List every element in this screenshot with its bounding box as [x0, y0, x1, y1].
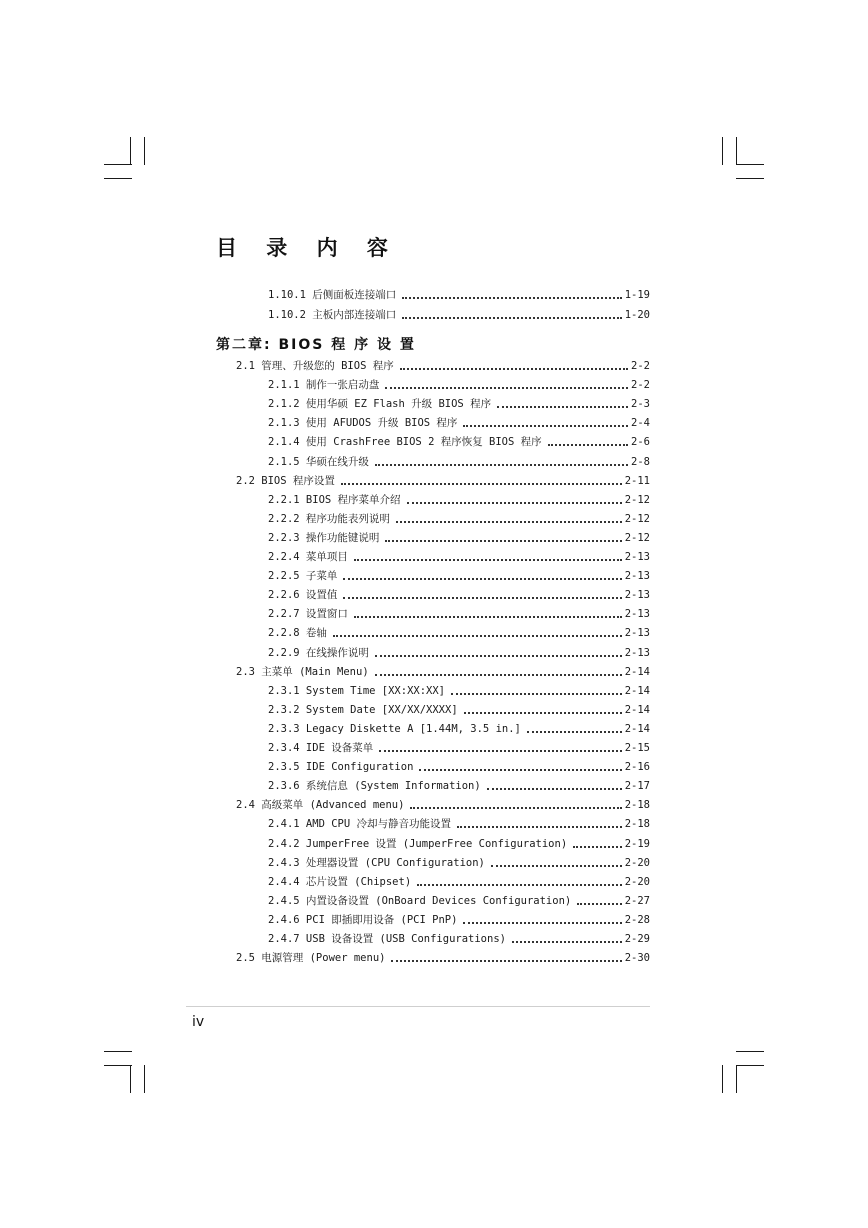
toc-entry	[268, 584, 650, 602]
toc-entry-title: 2.5 电源管理 (Power menu)	[236, 952, 386, 965]
toc-entry-title: 2.1.2 使用华硕 EZ Flash 升级 BIOS 程序	[268, 398, 492, 411]
toc-entry-page: 2-18	[624, 799, 650, 812]
dot-leader	[375, 464, 628, 466]
toc-entry	[268, 546, 650, 564]
toc-entry-page: 1-20	[624, 308, 650, 321]
dot-leader	[463, 425, 628, 427]
toc-entry-title: 2.3.3 Legacy Diskette A [1.44M, 3.5 in.]	[268, 722, 521, 735]
toc-entry	[268, 527, 650, 545]
dot-leader	[577, 903, 621, 905]
toc-entry-page: 2-17	[624, 780, 650, 793]
chapter-heading: 第二章: BIOS 程 序 设 置	[216, 337, 416, 353]
crop-mark	[130, 137, 131, 165]
dot-leader	[375, 655, 622, 657]
dot-leader	[391, 960, 621, 962]
toc-entry	[236, 661, 650, 679]
crop-mark	[722, 137, 723, 165]
toc-entry-title: 2.2.2 程序功能表列说明	[268, 512, 390, 525]
crop-mark	[144, 1065, 145, 1093]
toc-entry-page: 2-14	[624, 665, 650, 678]
toc-entry-title: 2.1.5 华硕在线升级	[268, 455, 369, 468]
crop-mark	[736, 178, 764, 179]
crop-mark	[736, 164, 764, 165]
toc-entry-page: 2-12	[624, 512, 650, 525]
toc-entry	[268, 718, 650, 736]
toc-entry-page: 2-29	[624, 933, 650, 945]
toc-entry	[268, 431, 650, 449]
dot-leader	[379, 750, 621, 752]
footer-rule	[186, 1006, 650, 1007]
toc-entry-page: 2-2	[631, 360, 650, 372]
dot-leader	[548, 444, 628, 446]
toc-entry	[268, 852, 650, 870]
toc-entry-title: 2.3.5 IDE Configuration	[268, 761, 414, 774]
toc-entry	[268, 699, 650, 717]
crop-mark	[130, 1065, 131, 1093]
crop-mark	[104, 1065, 132, 1066]
page-number: iv	[192, 1014, 205, 1030]
toc-entry-title: 2.3.1 System Time [XX:XX:XX]	[268, 684, 446, 697]
toc-entry-page: 2-14	[624, 684, 650, 697]
toc-entry-title: 2.3.2 System Date [XX/XX/XXXX]	[268, 703, 458, 716]
toc-entry-page: 2-8	[631, 455, 650, 468]
toc-entry-title: 2.2.3 操作功能键说明	[268, 531, 380, 544]
crop-mark	[104, 178, 132, 179]
toc-entry-page: 2-2	[631, 379, 650, 392]
toc-entry-title: 2.1 管理、升级您的 BIOS 程序	[236, 360, 394, 372]
toc-entry	[268, 565, 650, 583]
dot-leader	[463, 922, 621, 924]
toc-entry-title: 2.4.1 AMD CPU 冷却与静音功能设置	[268, 818, 452, 831]
toc-entry	[268, 775, 650, 793]
toc-entry-page: 2-28	[624, 913, 650, 926]
dot-leader	[400, 368, 628, 370]
crop-mark	[104, 164, 132, 165]
toc-entry	[268, 737, 650, 755]
toc-entry-title: 2.4.7 USB 设备设置 (USB Configurations)	[268, 933, 506, 945]
toc-entry	[268, 833, 650, 851]
toc-entry-title: 2.1.1 制作一张启动盘	[268, 379, 380, 392]
toc-entry	[268, 909, 650, 927]
toc-entry-title: 2.3 主菜单 (Main Menu)	[236, 665, 369, 678]
toc-entry-page: 2-6	[631, 436, 650, 449]
dot-leader	[573, 846, 622, 848]
toc-entry-title: 2.2.9 在线操作说明	[268, 646, 369, 659]
toc-entry-page: 2-13	[624, 627, 650, 640]
toc-entry-title: 2.1.4 使用 CrashFree BIOS 2 程序恢复 BIOS 程序	[268, 436, 542, 449]
toc-entry-page: 2-18	[624, 818, 650, 831]
toc-entry-title: 2.2.1 BIOS 程序菜单介绍	[268, 493, 401, 506]
toc-entry	[268, 489, 650, 507]
toc-entry-page: 2-20	[624, 875, 650, 888]
toc-entry-title: 2.2.8 卷轴	[268, 627, 327, 640]
toc-entry	[268, 813, 650, 831]
toc-entry	[268, 642, 650, 660]
toc-entry-title: 2.3.6 系统信息 (System Information)	[268, 780, 481, 793]
toc-entry-title: 2.4.3 处理器设置 (CPU Configuration)	[268, 856, 485, 869]
dot-leader	[512, 941, 622, 943]
crop-mark	[104, 1051, 132, 1052]
dot-leader	[419, 769, 621, 771]
toc-entry-title: 1.10.1 后侧面板连接端口	[268, 289, 397, 301]
toc-entry	[268, 890, 650, 908]
toc-entry-page: 2-13	[624, 589, 650, 602]
dot-leader	[354, 559, 622, 561]
toc-entry-page: 2-20	[624, 856, 650, 869]
dot-leader	[497, 406, 628, 408]
page-title: 目 录 内 容	[216, 236, 399, 260]
crop-mark	[736, 137, 737, 165]
dot-leader	[527, 731, 622, 733]
dot-leader	[417, 884, 622, 886]
toc-entry	[268, 393, 650, 411]
crop-mark	[722, 1065, 723, 1093]
toc-entry	[268, 508, 650, 526]
dot-leader	[333, 635, 622, 637]
toc-entry	[236, 470, 650, 488]
toc-entry-page: 2-13	[624, 608, 650, 621]
dot-leader	[343, 597, 621, 599]
toc-entry-page: 2-15	[624, 742, 650, 754]
toc-entry-title: 2.4.6 PCI 即插即用设备 (PCI PnP)	[268, 913, 458, 926]
dot-leader	[385, 540, 621, 542]
toc-entry-title: 2.4.5 内置设备设置 (OnBoard Devices Configuration)	[268, 894, 572, 907]
toc-entry-title: 2.2.4 菜单项目	[268, 551, 348, 563]
toc-entry-page: 2-27	[624, 894, 650, 907]
dot-leader	[375, 674, 622, 676]
toc-entry-page: 2-4	[631, 417, 650, 430]
toc-entry-title: 2.1.3 使用 AFUDOS 升级 BIOS 程序	[268, 417, 458, 430]
crop-mark	[736, 1065, 764, 1066]
crop-mark	[736, 1051, 764, 1052]
toc-entry-title: 2.3.4 IDE 设备菜单	[268, 742, 374, 754]
toc-entry-page: 2-13	[624, 646, 650, 659]
toc-entry-page: 1-19	[624, 289, 650, 301]
dot-leader	[402, 317, 621, 319]
dot-leader	[343, 578, 621, 580]
toc-entry	[268, 871, 650, 889]
toc-entry	[268, 304, 650, 322]
toc-entry-page: 2-12	[624, 531, 650, 544]
toc-entry-page: 2-30	[624, 952, 650, 965]
dot-leader	[407, 502, 622, 504]
toc-entry-title: 1.10.2 主板内部连接端口	[268, 308, 397, 321]
toc-entry	[268, 603, 650, 621]
toc-entry-title: 2.4 高级菜单 (Advanced menu)	[236, 799, 405, 812]
toc-entry	[268, 412, 650, 430]
toc-entry-page: 2-11	[624, 474, 650, 487]
toc-entry-title: 2.4.4 芯片设置 (Chipset)	[268, 875, 412, 888]
toc-entry-page: 2-13	[624, 570, 650, 583]
toc-entry	[268, 284, 650, 302]
dot-leader	[487, 788, 622, 790]
dot-leader	[410, 807, 621, 809]
dot-leader	[396, 521, 622, 523]
toc-entry	[236, 355, 650, 373]
toc-entry-page: 2-16	[624, 761, 650, 774]
crop-mark	[736, 1065, 737, 1093]
toc-entry	[268, 928, 650, 946]
dot-leader	[385, 387, 628, 389]
toc-entry-page: 2-12	[624, 493, 650, 506]
dot-leader	[457, 826, 622, 828]
toc-entry	[268, 680, 650, 698]
dot-leader	[491, 865, 622, 867]
toc-entry-page: 2-14	[624, 722, 650, 735]
crop-mark	[144, 137, 145, 165]
toc-entry-page: 2-14	[624, 703, 650, 716]
toc-entry	[268, 756, 650, 774]
dot-leader	[402, 297, 621, 299]
toc-entry	[268, 374, 650, 392]
toc-entry	[236, 794, 650, 812]
dot-leader	[341, 483, 622, 485]
toc-entry-page: 2-19	[624, 837, 650, 850]
toc-entry	[268, 451, 650, 469]
toc-entry	[236, 947, 650, 965]
toc-entry-title: 2.2.5 子菜单	[268, 570, 338, 583]
dot-leader	[354, 616, 622, 618]
dot-leader	[464, 712, 622, 714]
toc-entry-page: 2-13	[624, 551, 650, 563]
toc-entry-title: 2.4.2 JumperFree 设置 (JumperFree Configuration)	[268, 837, 568, 850]
toc-entry	[268, 622, 650, 640]
toc-entry-page: 2-3	[631, 398, 650, 411]
toc-entry-title: 2.2 BIOS 程序设置	[236, 474, 335, 487]
toc-entry-title: 2.2.6 设置值	[268, 589, 338, 602]
toc-entry-title: 2.2.7 设置窗口	[268, 608, 348, 621]
dot-leader	[451, 693, 622, 695]
